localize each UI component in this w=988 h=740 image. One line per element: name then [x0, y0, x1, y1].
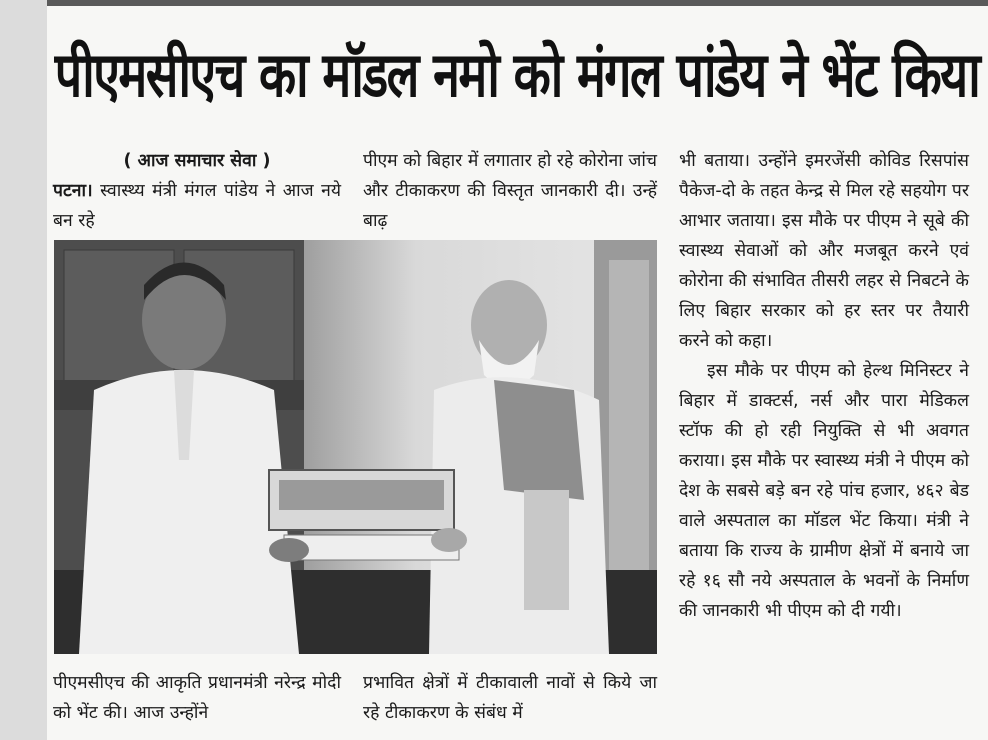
column-2-top — [363, 146, 657, 236]
column-2-text: पीएम को बिहार में लगातार हो रहे कोरोना जांच और टीकाकरण की विस्तृत जानकारी दी। उन्हें बाढ़ — [363, 151, 657, 231]
column-1-bottom — [53, 668, 341, 728]
top-rule — [47, 0, 988, 6]
headline: पीएमसीएच का मॉडल नमो को मंगल पांडेय ने भेंट किया — [54, 38, 980, 111]
newspaper-page — [47, 0, 988, 740]
byline: ( आज समाचार सेवा ) — [123, 151, 271, 171]
column-1-bottom-text: पीएमसीएच की आकृति प्रधानमंत्री नरेन्द्र मोदी को भेंट की। आज उन्होंने — [53, 673, 341, 723]
column-1-text: स्वास्थ्य मंत्री मंगल पांडेय ने आज नये बन रहे — [53, 181, 341, 231]
column-2-bottom — [363, 668, 657, 728]
news-photo — [54, 240, 657, 654]
column-1-top — [53, 146, 341, 236]
column-2-bottom-text: प्रभावित क्षेत्रों में टीकावाली नावों से किये जा रहे टीकाकरण के संबंध में — [363, 673, 657, 723]
dateline: पटना। — [53, 181, 93, 201]
column-3-paragraph-1: भी बताया। उन्होंने इमरजेंसी कोविड रिसपांस पैकेज-दो के तहत केन्द्र से मिल रहे सहयोग पर आभार जताया। इस मौके पर पीएम ने सूबे की स्वास्थ्य सेवाओं को और मजबूत करने एवं कोरोना की संभावित तीसरी लहर से निबटने के लिए बिहार सरकार को हर स्तर पर तैयारी करने को कहा। — [679, 151, 969, 351]
column-3 — [679, 146, 969, 626]
column-3-paragraph-2: इस मौके पर पीएम को हेल्थ मिनिस्टर ने बिहार में डाक्टर्स, नर्स और पारा मेडिकल स्टॉफ की हो रही नियुक्ति से भी अवगत कराया। इस मौके पर स्वास्थ्य मंत्री ने पीएम को देश के सबसे बड़े बन रहे पांच हजार, ४६२ बेड वाले अस्पताल का मॉडल भेंट किया। मंत्री ने बताया कि राज्य के ग्रामीण क्षेत्रों में बनाये जा रहे १६ सौ नये अस्पताल के भवनों के निर्माण की जानकारी भी पीएम को दी गयी। — [679, 361, 969, 621]
